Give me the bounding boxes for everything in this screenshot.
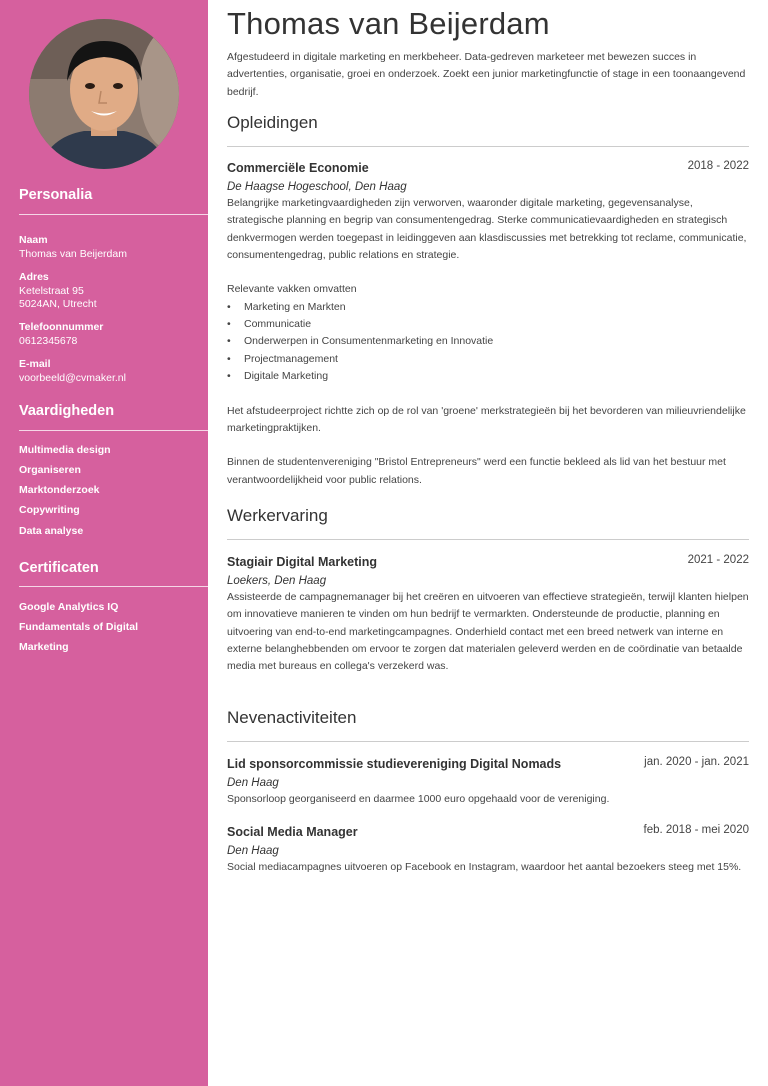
entry-title: Stagiair Digital Marketing [227, 555, 378, 569]
courses-intro: Relevante vakken omvatten [227, 283, 357, 296]
personalia-label: Naam [19, 234, 48, 246]
course-item: • Projectmanagement [244, 351, 749, 368]
entry-subtitle: Den Haag [227, 845, 279, 857]
entry-title: Social Media Manager [227, 825, 358, 839]
course-item: • Communicatie [244, 316, 749, 333]
personalia-value: 5024AN, Utrecht [19, 298, 97, 310]
experience-entry [227, 553, 749, 675]
personalia-label: Telefoonnummer [19, 321, 104, 333]
profile-photo [29, 19, 179, 169]
course-item: • Onderwerpen in Consumentenmarketing en Innovatie [244, 333, 749, 350]
entry-date: feb. 2018 - mei 2020 [643, 824, 749, 836]
personalia-value: Ketelstraat 95 [19, 284, 84, 297]
activities-title: Nevenactiviteiten [227, 708, 357, 727]
personalia-value: voorbeeld@cvmaker.nl [19, 371, 126, 384]
personalia-name [19, 234, 199, 261]
certificate-item: Google Analytics IQ [19, 601, 119, 613]
certificate-item: Fundamentals of Digital Marketing [19, 621, 139, 653]
personalia-email [19, 358, 199, 385]
entry-date: jan. 2020 - jan. 2021 [644, 756, 749, 768]
education-title: Opleidingen [227, 113, 318, 132]
experience-divider [227, 539, 749, 540]
skill-item: Multimedia design [19, 444, 111, 456]
entry-date: 2018 - 2022 [687, 160, 749, 172]
personalia-title: Personalia [19, 187, 93, 203]
certificates-title: Certificaten [19, 560, 99, 576]
entry-description [227, 195, 749, 489]
entry-title: Commerciële Economie [227, 161, 369, 175]
personalia-label: Adres [19, 271, 49, 283]
activity-entry [227, 755, 749, 808]
personalia-value: 0612345678 [19, 334, 78, 347]
personalia-value: Thomas van Beijerdam [19, 247, 127, 260]
profile-photo-image [29, 19, 179, 169]
profile-summary: Afgestudeerd in digitale marketing en merkbeheer. Data-gedreven marketeer met bewezen succes in advertenties, organisatie, groei en onderzoek. Zoekt een junior marketingfunctie of stage in een toonaangevend bedrijf. [227, 51, 746, 98]
skill-item: Data analyse [19, 525, 84, 537]
entry-date: 2021 - 2022 [687, 554, 749, 566]
entry-description: Assisteerde de campagnemanager bij het creëren en uitvoeren van effectieve strategieën, terwijl klanten hielpen om innovatieve manieren te vinden om hun bedrijf te vermarkten. Ondersteunde de productie, planning en uitvoering van end-to-end marketingcampagnes. Onderhield contact met een breed netwerk van interne en externe belanghebbenden om ervoor te zorgen dat materialen geleverd werden en de coördinatie van betaalde media met bureaus en collega's verzekerd was. [227, 591, 749, 673]
entry-title: Lid sponsorcommissie studievereniging Digital Nomads [227, 757, 562, 771]
skills-divider [19, 430, 208, 431]
entry-paragraph: Belangrijke marketingvaardigheden zijn verworven, waaronder digitale marketing, gegevensanalyse, strategische planning en begrip van consumentengedrag. Sterke communicatievaardigheden en strategisch denkvermogen werden toegepast in leidinggeven aan klasdiscussies met betrekking tot reclame, communicatie, consumentengedrag, public relations en strategie. [227, 197, 747, 261]
skill-item: Marktonderzoek [19, 484, 100, 496]
entry-description: Sponsorloop georganiseerd en daarmee 1000 euro opgehaald voor de vereniging. [227, 793, 610, 805]
entry-subtitle: Loekers, Den Haag [227, 575, 327, 587]
skill-item: Organiseren [19, 464, 81, 476]
personalia-divider [19, 214, 208, 215]
entry-description: Social mediacampagnes uitvoeren op Facebook en Instagram, waardoor het aantal bezoekers steeg met 15%. [227, 861, 742, 873]
activities-divider [227, 741, 749, 742]
certificates-divider [19, 586, 208, 587]
course-item: • Marketing en Markten [244, 299, 749, 316]
activity-entry [227, 823, 749, 876]
skills-title: Vaardigheden [19, 403, 115, 419]
entry-paragraph: Het afstudeerproject richtte zich op de rol van 'groene' merkstrategieën bij het bevorderen van milieuvriendelijke marketingpraktijken. [227, 404, 746, 434]
experience-title: Werkervaring [227, 506, 328, 525]
sidebar [0, 0, 208, 1086]
personalia-address [19, 271, 199, 312]
entry-paragraph: Binnen de studentenvereniging "Bristol Entrepreneurs" werd een functie bekleed als lid van het bestuur met verantwoordelijkheid voor public relations. [227, 456, 726, 486]
courses-list [227, 299, 749, 385]
education-entry [227, 159, 749, 489]
entry-subtitle: De Haagse Hogeschool, Den Haag [227, 181, 407, 193]
personalia-label: E-mail [19, 358, 51, 370]
entry-subtitle: Den Haag [227, 777, 279, 789]
education-divider [227, 146, 749, 147]
course-item: • Digitale Marketing [244, 368, 749, 385]
candidate-name: Thomas van Beijerdam [227, 6, 550, 41]
personalia-phone [19, 321, 199, 348]
skill-item: Copywriting [19, 504, 80, 516]
